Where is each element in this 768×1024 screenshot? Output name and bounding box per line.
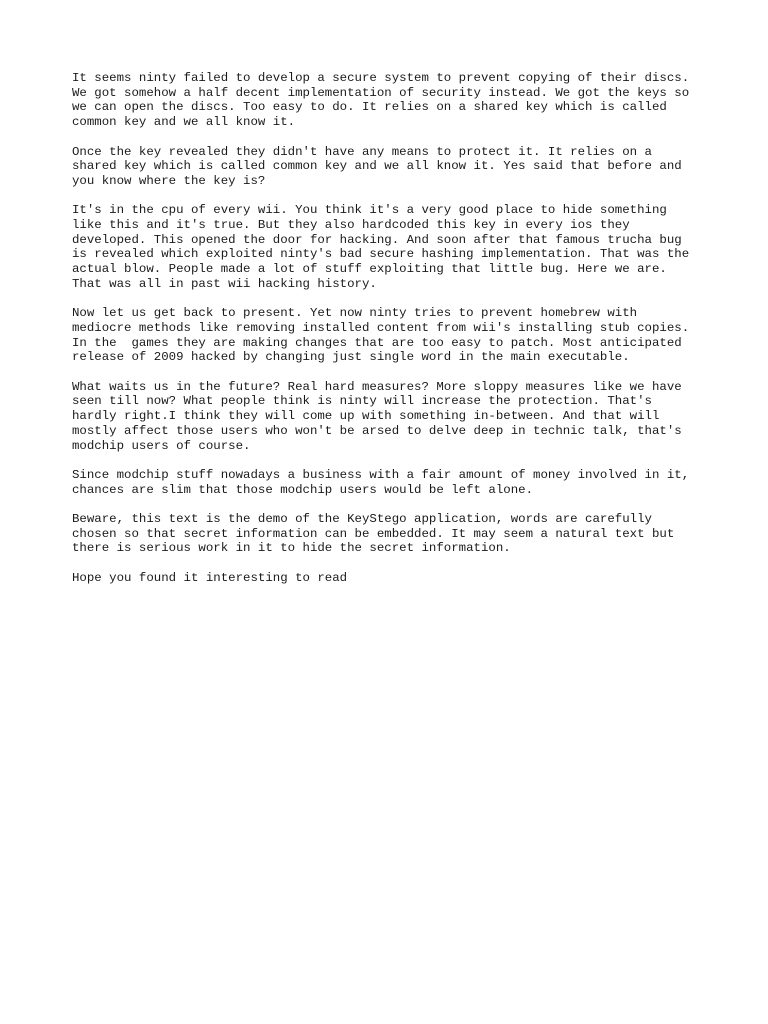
paragraph-cpu-key: It's in the cpu of every wii. You think it's a very good place to hide something like this and it's true. But they also hardcoded this key in every ios they developed. This opened the door for hacking. And soon after that famous trucha bug is revealed which exploited ninty's bad secure hashing implementation. That was the actual blow. People made a lot of stuff exploiting that little bug. Here we are. That was all in past wii hacking history. — [72, 203, 690, 291]
paragraph-key-revealed: Once the key revealed they didn't have any means to protect it. It relies on a shared key which is called common key and we all know it. Yes said that before and you know where the key is? — [72, 144, 682, 188]
paragraph-intro: It seems ninty failed to develop a secure system to prevent copying of their discs. We got somehow a half decent implementation of security instead. We got the keys so we can open the discs. Too easy to do. It relies on a shared key which is called common key and we all know it. — [72, 71, 690, 130]
paragraph-closing: Hope you found it interesting to read — [72, 570, 348, 585]
document-body — [72, 71, 752, 600]
paragraph-keystego-demo: Beware, this text is the demo of the KeyStego application, words are carefully chosen so that secret information can be embedded. It may seem a natural text but there is serious work in it to hide the secret information. — [72, 512, 675, 556]
paragraph-future: What waits us in the future? Real hard measures? More sloppy measures like we have seen till now? What people think is ninty will increase the protection. That's hardly right.I think they will come up with something in-between. And that will mostly affect those users who won't be arsed to delve deep in technic talk, that's modchip users of course. — [72, 379, 682, 453]
paragraph-modchip: Since modchip stuff nowadays a business with a fair amount of money involved in it, chances are slim that those modchip users would be left alone. — [72, 467, 690, 497]
paragraph-present: Now let us get back to present. Yet now ninty tries to prevent homebrew with mediocre methods like removing installed content from wii's installing stub copies. In the games they are making changes that are too easy to patch. Most anticipated release of 2009 hacked by changing just single word in the main executable. — [72, 306, 690, 365]
